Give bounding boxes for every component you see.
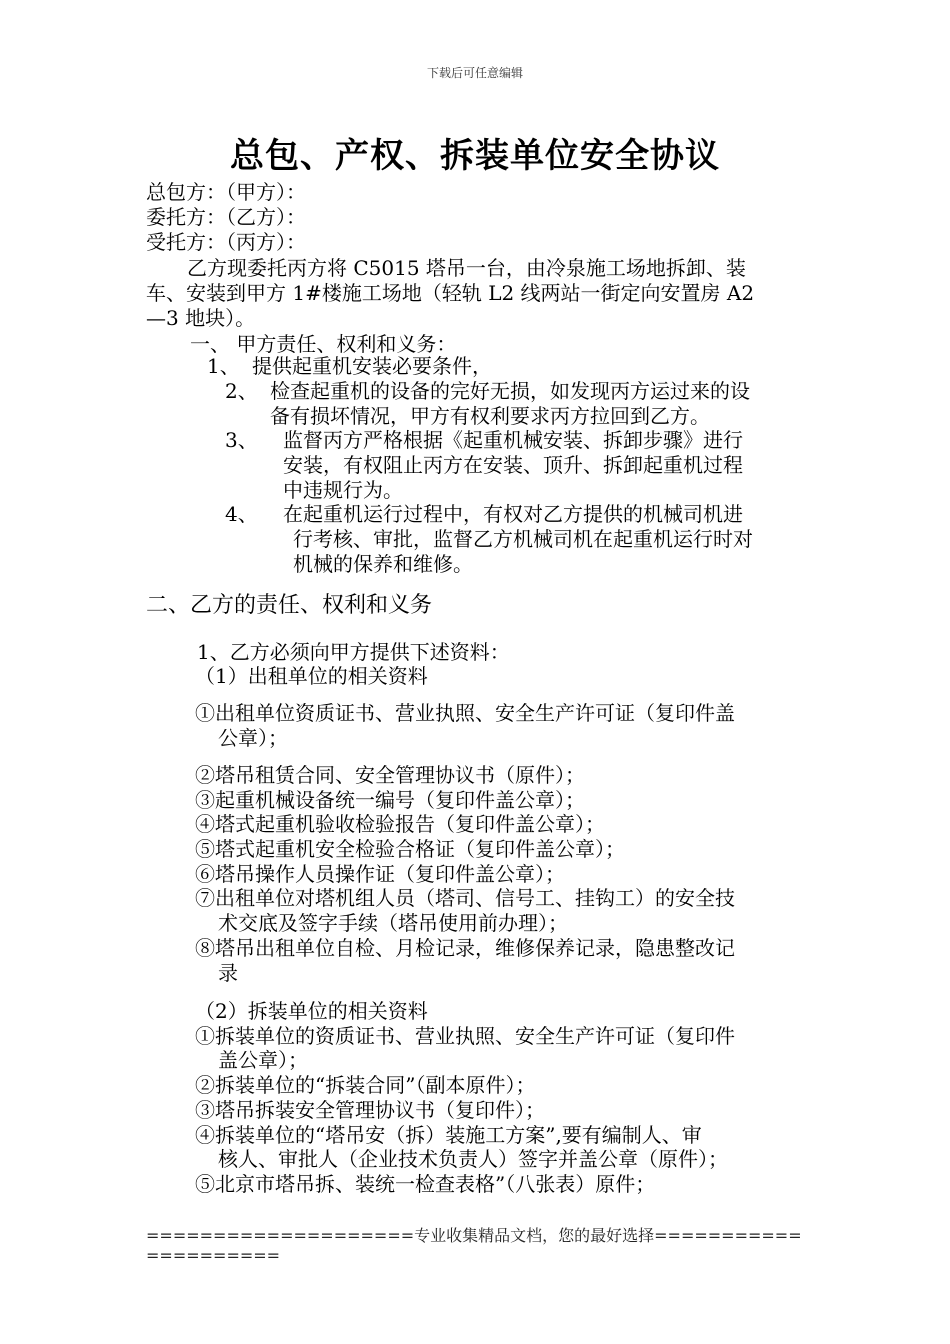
list-item: 核人、审批人（企业技术负责人）签字并盖公章（原件）； [218, 1147, 728, 1171]
list-item: 公章）； [218, 726, 288, 750]
item-text: 安装，有权阻止丙方在安装、顶升、拆卸起重机过程 [283, 453, 743, 477]
section2-heading: 二、乙方的责任、权利和义务 [146, 593, 433, 618]
item-text: 在起重机运行过程中，有权对乙方提供的机械司机进 [283, 502, 743, 526]
list-item: 盖公章）； [218, 1048, 308, 1072]
item-number: 1、 [207, 354, 240, 378]
list-item: 术交底及签字手续（塔吊使用前办理）； [218, 911, 568, 935]
list-item: ④拆装单位的“塔吊安（拆）装施工方案”,要有编制人、审 [195, 1123, 702, 1147]
intro-line: 车、安装到甲方 1#楼施工场地（轻轨 L2 线两站一街定向安置房 A2 [146, 281, 755, 305]
list-item: ①出租单位资质证书、营业执照、安全生产许可证（复印件盖 [195, 701, 735, 725]
item-text: 监督丙方严格根据《起重机械安装、拆卸步骤》进行 [283, 428, 743, 452]
list-item: ⑦出租单位对塔机组人员（塔司、信号工、挂钩工）的安全技 [195, 886, 735, 910]
intro-line: —3 地块）。 [146, 306, 256, 330]
section1-heading: 一、 甲方责任、权利和义务： [190, 332, 457, 356]
page-header: 下载后可任意编辑 [426, 66, 523, 80]
item-text: 行考核、审批，监督乙方机械司机在起重机运行时对 [293, 527, 753, 551]
requirement-intro: 1、乙方必须向甲方提供下述资料： [197, 640, 510, 664]
list-item: 录 [218, 961, 238, 985]
item-number: 3、 [225, 428, 258, 452]
item-number: 4、 [225, 502, 258, 526]
intro-line: 乙方现委托丙方将 C5015 塔吊一台，由冷泉施工场地拆卸、装 [187, 256, 746, 280]
subsection-label: （1）出租单位的相关资料 [195, 664, 428, 688]
list-item: ②塔吊租赁合同、安全管理协议书（原件）； [195, 763, 585, 787]
list-item: ⑤北京市塔吊拆、装统一检查表格”（八张表）原件； [195, 1172, 656, 1196]
item-text: 检查起重机的设备的完好无损，如发现丙方运过来的设 [270, 379, 750, 403]
list-item: ①拆装单位的资质证书、营业执照、安全生产许可证（复印件 [195, 1024, 735, 1048]
item-text: 中违规行为。 [283, 478, 403, 502]
list-item: ⑤塔式起重机安全检验合格证（复印件盖公章）； [195, 837, 625, 861]
list-item: ⑧塔吊出租单位自检、月检记录，维修保养记录，隐患整改记 [195, 936, 735, 960]
document-title: 总包、产权、拆装单位安全协议 [230, 136, 720, 176]
item-text: 机械的保养和维修。 [293, 552, 473, 576]
list-item: ⑥塔吊操作人员操作证（复印件盖公章）； [195, 862, 565, 886]
subsection-label: （2）拆装单位的相关资料 [195, 999, 428, 1023]
list-item: ③塔吊拆装安全管理协议书（复印件）； [195, 1098, 545, 1122]
item-text: 备有损坏情况，甲方有权利要求丙方拉回到乙方。 [270, 404, 710, 428]
page-footer: ====================专业收集精品文档，您的最好选择===================== [146, 1226, 802, 1265]
list-item: ④塔式起重机验收检验报告（复印件盖公章）； [195, 812, 605, 836]
party-client: 委托方：（乙方）： [146, 205, 306, 229]
list-item: ③起重机械设备统一编号（复印件盖公章）； [195, 788, 585, 812]
list-item: ②拆装单位的“拆装合同”（副本原件）； [195, 1073, 536, 1097]
party-general: 总包方：（甲方）： [146, 180, 306, 204]
item-number: 2、 [225, 379, 258, 403]
item-text: 提供起重机安装必要条件， [252, 354, 492, 378]
party-contractor: 受托方：（丙方）： [146, 230, 306, 254]
